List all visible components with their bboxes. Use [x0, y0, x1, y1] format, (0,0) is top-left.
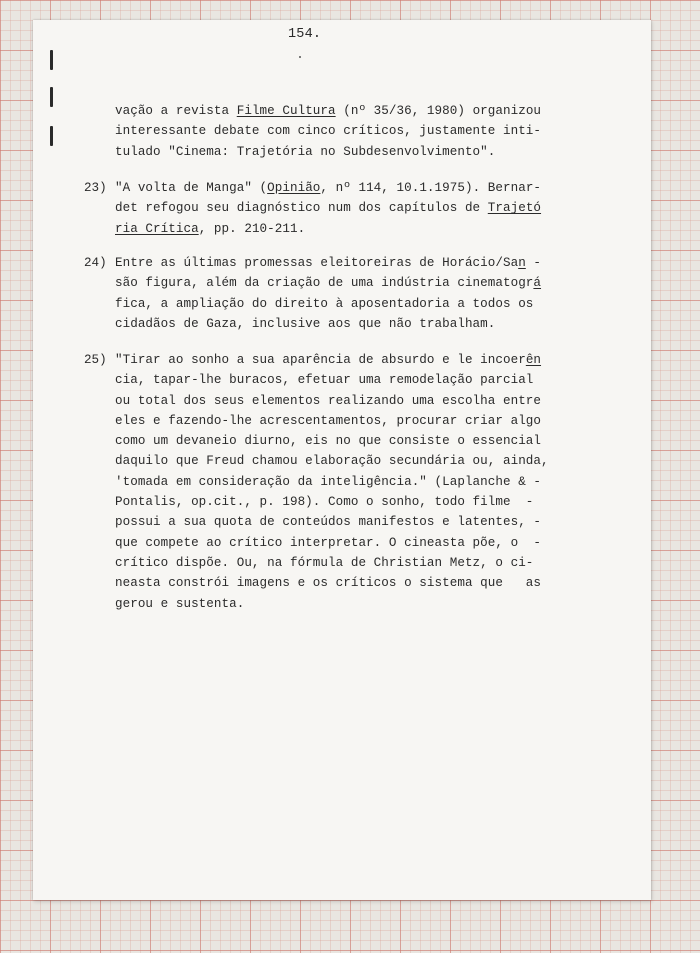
binding-mark	[50, 126, 53, 146]
binding-mark	[50, 50, 53, 70]
footnote-number-24: 24)	[84, 256, 107, 270]
text-line: daquilo que Freud chamou elaboração secundária ou, ainda,	[115, 454, 549, 469]
continued-note	[115, 101, 595, 162]
text-line: 'tomada em consideração da inteligência." (Laplanche & -	[115, 474, 542, 489]
text-line: cidadãos de Gaza, inclusive aos que não trabalham.	[115, 316, 496, 331]
footnote-number-23: 23)	[84, 181, 107, 195]
footnote-25	[115, 350, 595, 614]
text-line: tulado "Cinema: Trajetória no Subdesenvolvimento".	[115, 144, 496, 159]
footnote-23	[115, 178, 595, 239]
text-line: det refogou seu diagnóstico num dos capítulos de Trajetó	[115, 201, 542, 216]
text-line: como um devaneio diurno, eis no que consiste o essencial	[115, 434, 542, 449]
text-line: crítico dispõe. Ou, na fórmula de Christian Metz, o ci-	[115, 555, 534, 570]
page-number-dot	[299, 56, 301, 58]
text-line: fica, a ampliação do direito à aposentadoria a todos os	[115, 296, 534, 311]
text-line: Pontalis, op.cit., p. 198). Como o sonho, todo filme -	[115, 495, 534, 510]
page-number: 154.	[288, 27, 322, 42]
text-line: gerou e sustenta.	[115, 596, 245, 611]
text-line: cia, tapar-lhe buracos, efetuar uma remodelação parcial	[115, 373, 534, 388]
text-line: "Tirar ao sonho a sua aparência de absurdo e le incoerên	[115, 353, 542, 367]
book-title: Trajetó	[487, 201, 542, 216]
text-line: eles e fazendo-lhe acrescentamentos, procurar criar algo	[115, 413, 542, 428]
text-line: ria Crítica, pp. 210-211.	[115, 221, 306, 236]
text-line: "A volta de Manga" (Opinião, nº 114, 10.1.1975). Bernar-	[115, 181, 542, 195]
footnote-number-25: 25)	[84, 353, 107, 367]
text-line: neasta constrói imagens e os críticos o sistema que as	[115, 576, 542, 591]
text-line: que compete ao crítico interpretar. O cineasta põe, o -	[115, 535, 542, 550]
journal-title: Opinião	[267, 181, 321, 195]
text-line: interessante debate com cinco críticos, justamente inti-	[115, 124, 542, 139]
book-title: ria Crítica	[115, 221, 199, 236]
journal-title: Filme Cultura	[236, 104, 336, 118]
text-line: vação a revista Filme Cultura (nº 35/36, 1980) organizou	[115, 104, 542, 118]
footnote-24	[115, 253, 595, 334]
text-line: ou total dos seus elementos realizando uma escolha entre	[115, 393, 542, 408]
binding-mark	[50, 87, 53, 107]
text-line: possui a sua quota de conteúdos manifestos e latentes, -	[115, 515, 542, 530]
text-line: são figura, além da criação de uma indústria cinematográ	[115, 276, 542, 291]
text-line: Entre as últimas promessas eleitoreiras de Horácio/San -	[115, 256, 542, 270]
